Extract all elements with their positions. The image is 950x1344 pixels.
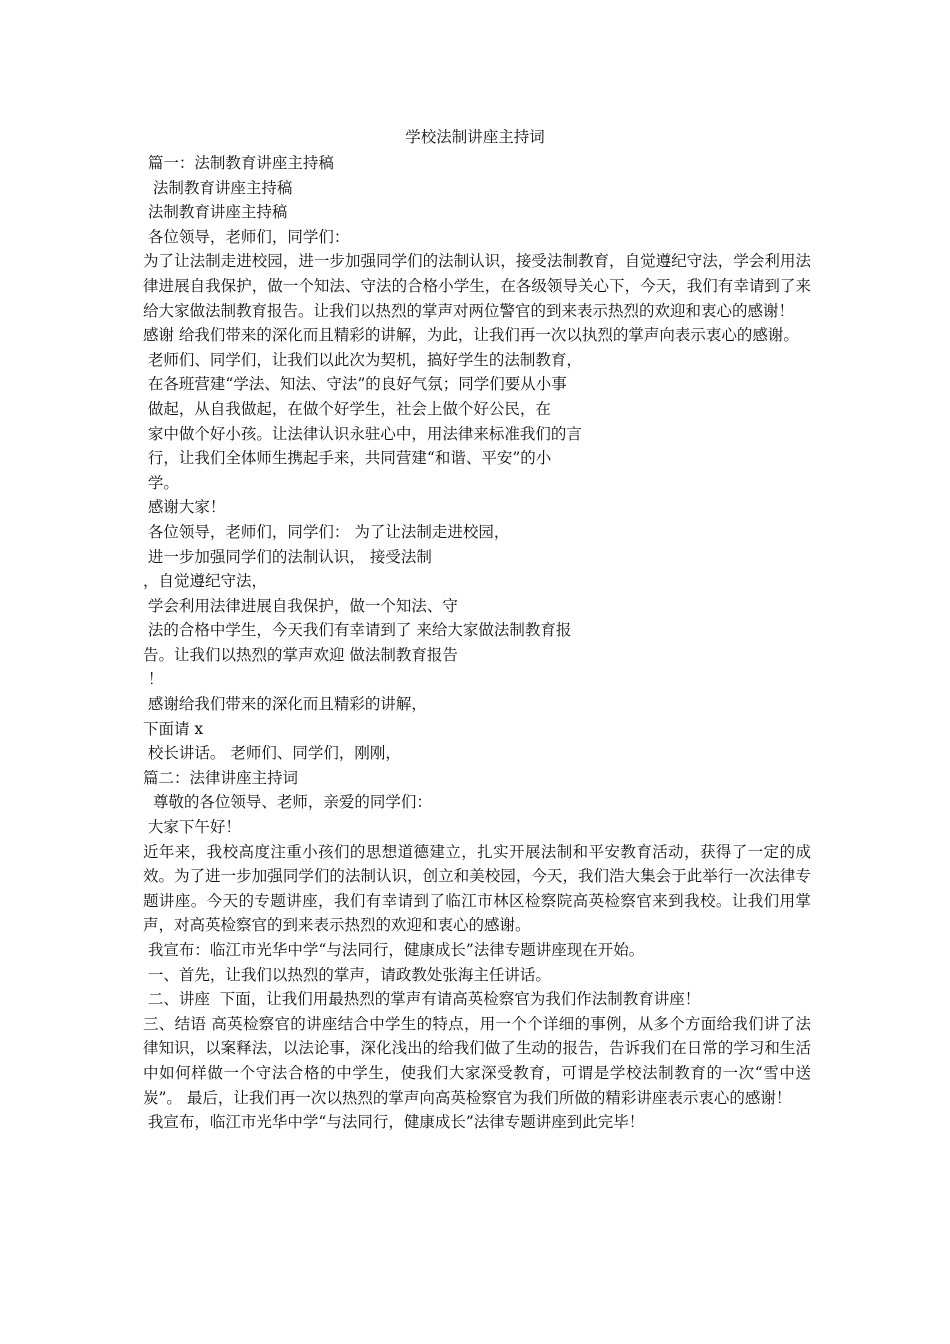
paragraph: 在各班营建“学法、知法、守法”的良好气氛；同学们要从小事 (143, 375, 567, 394)
paragraph: 感谢 给我们带来的深化而且精彩的讲解，为此，让我们再一次以执烈的掌声向表示衷心的感谢。 (143, 326, 799, 345)
paragraph: 行，让我们全体师生携起手来，共同营建“和谐、平安”的小 (143, 449, 552, 468)
paragraph: 下面请 x (143, 719, 204, 738)
paragraph: 法制教育讲座主持稿 (143, 178, 293, 197)
paragraph: 二、讲座 下面，让我们用最热烈的掌声有请高英检察官为我们作法制教育讲座！ (143, 990, 701, 1009)
paragraph: 做起，从自我做起，在做个好学生，社会上做个好公民，在 (143, 399, 551, 418)
paragraph: 进一步加强同学们的法制认识， 接受法制 (143, 547, 432, 566)
paragraph: 尊敬的各位领导、老师，亲爱的同学们： (143, 793, 432, 812)
paragraph: 感谢给我们带来的深化而且精彩的讲解， (143, 695, 427, 714)
paragraph: 学。 (143, 473, 179, 492)
paragraph: 各位领导，老师们，同学们： (143, 227, 350, 246)
paragraph: 感谢大家！ (143, 498, 226, 517)
paragraph: 大家下午好！ (143, 818, 241, 837)
document-body (143, 151, 811, 1135)
paragraph: 家中做个好小孩。让法律认识永驻心中，用法律来标准我们的言 (143, 424, 582, 443)
paragraph: 篇一：法制教育讲座主持稿 (143, 154, 334, 172)
paragraph: 老师们、同学们，让我们以此次为契机，搞好学生的法制教育， (143, 350, 582, 369)
paragraph: 为了让法制走进校园，进一步加强同学们的法制认识，接受法制教育，自觉遵纪守法，学会利用法律进展自我保护，做一个知法、守法的合格小学生，在各级领导关心下，今天，我们有幸请到了来给大家做法制教育报告。让我们以热烈的掌声对两位警官的到来表示热烈的欢迎和衷心的感谢！ (143, 252, 811, 320)
paragraph: 一、首先，让我们以热烈的掌声，请政教处张海主任讲话。 (143, 965, 551, 984)
paragraph: 我宣布：临江市光华中学“与法同行，健康成长”法律专题讲座现在开始。 (143, 941, 645, 959)
paragraph: 我宣布，临江市光华中学“与法同行，健康成长”法律专题讲座到此完毕！ (143, 1113, 645, 1132)
paragraph: 法制教育讲座主持稿 (143, 203, 288, 222)
document-title: 学校法制讲座主持词 (405, 128, 545, 146)
paragraph: ！ (143, 670, 164, 689)
paragraph: 法的合格中学生，今天我们有幸请到了 来给大家做法制教育报 (143, 621, 572, 640)
paragraph: 三、结语 高英检察官的讲座结合中学生的特点，用一个个详细的事例，从多个方面给我们讲了法律知识，以案释法，以法论事，深化浅出的给我们做了生动的报告，告诉我们在日常的学习和生活中如何样做一个守法合格的中学生，使我们大家深受教育，可谓是学校法制教育的一次“雪中送炭”。 最后，让我们再一次以热烈的掌声向高英检察官为我们所做的精彩讲座表示衷心的感谢！ (143, 1014, 811, 1107)
paragraph: 学会利用法律进展自我保护，做一个知法、守 (143, 596, 458, 615)
paragraph: 告。让我们以热烈的掌声欢迎 做法制教育报告 (143, 645, 458, 664)
paragraph: 校长讲话。 老师们、同学们，刚刚， (143, 744, 401, 763)
paragraph: 近年来，我校高度注重小孩们的思想道德建立，扎实开展法制和平安教育活动，获得了一定的成效。为了进一步加强同学们的法制认识，创立和美校园，今天，我们浩大集会于此举行一次法律专题讲座。今天的专题讲座，我们有幸请到了临江市林区检察院高英检察官来到我校。让我们用掌声，对高英检察官的到来表示热烈的欢迎和衷心的感谢。 (143, 842, 811, 935)
section-heading: 篇二：法律讲座主持词 (143, 768, 299, 787)
paragraph: ，自觉遵纪守法， (143, 572, 268, 591)
paragraph: 各位领导，老师们，同学们： 为了让法制走进校园， (143, 522, 510, 541)
